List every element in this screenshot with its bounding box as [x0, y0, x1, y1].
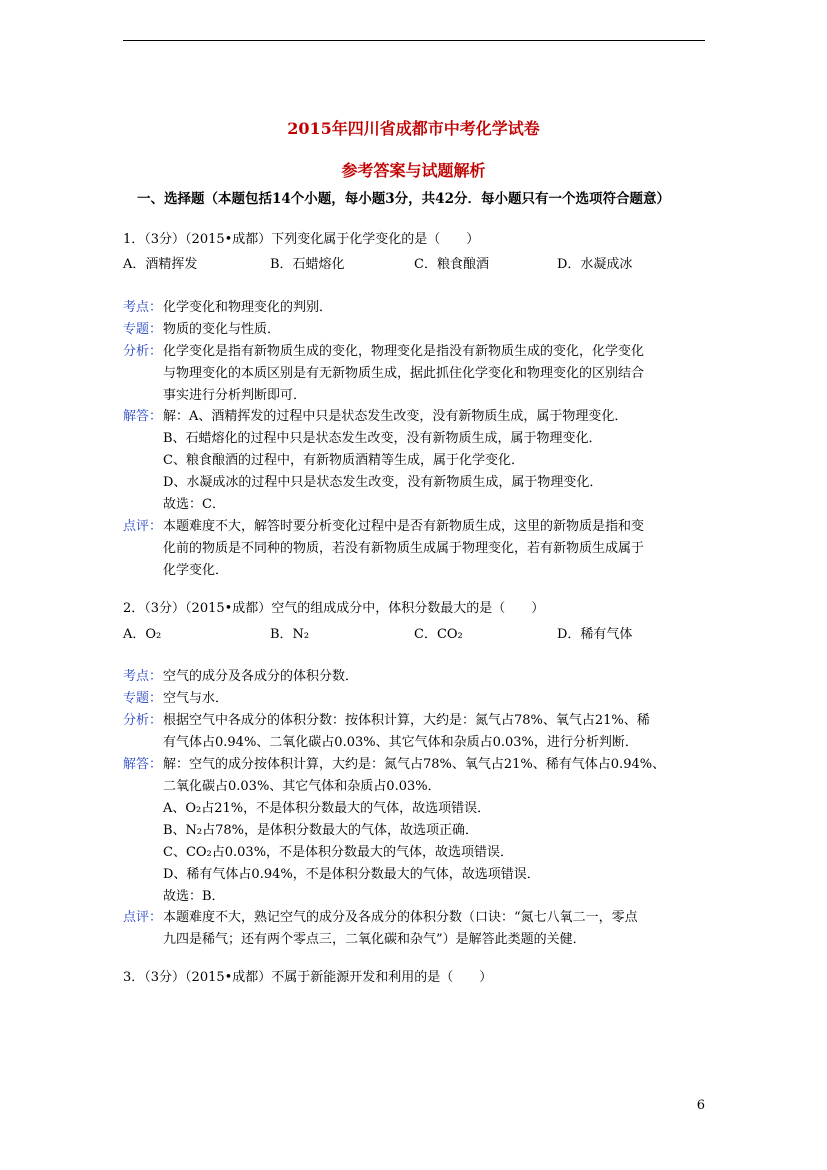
- q2-kaodian-label: 考点：: [123, 669, 163, 684]
- q2-jieda-line: C、CO₂占0.03%，不是体积分数最大的气体，故选项错误．: [163, 845, 514, 860]
- q1-dianping-line: 化前的物质是不同种的物质，若没有新物质生成属于物理变化，若有新物质生成属于: [163, 541, 645, 556]
- q2-jieda-line: D、稀有气体占0.94%，不是体积分数最大的气体，故选项错误．: [163, 867, 540, 882]
- q2-zhuanti-text: 空气与水．: [163, 691, 229, 706]
- q1-jieda-line: 故选：C．: [163, 497, 225, 512]
- page-title: 2015年四川省成都市中考化学试卷: [287, 119, 540, 138]
- q1-fenxi-line: 化学变化是指有新物质生成的变化，物理变化是指没有新物质生成的变化，化学变化: [163, 344, 645, 359]
- question-1-option-d: D．水凝成冰: [557, 257, 633, 272]
- q1-fenxi-line: 与物理变化的本质区别是有无新物质生成，据此抓住化学变化和物理变化的区别结合: [163, 366, 645, 381]
- q2-fenxi-line: 有气体占0.94%、二氧化碳占0.03%、其它气体和杂质占0.03%，进行分析判断．: [163, 735, 638, 750]
- page-number: 6: [696, 1098, 705, 1113]
- q2-jieda-line: A、O₂占21%，不是体积分数最大的气体，故选项错误．: [163, 801, 491, 816]
- question-1-option-c: C．粮食酿酒: [414, 257, 489, 272]
- q2-dianping-line: 九四是稀气；还有两个零点三，二氧化碳和杂气”）是解答此类题的关健．: [163, 932, 586, 947]
- q1-zhuanti-label: 专题：: [123, 322, 163, 337]
- q2-jieda-label: 解答：: [123, 757, 163, 772]
- page-subtitle: 参考答案与试题解析: [341, 161, 486, 180]
- q2-jieda-line: 故选：B．: [163, 889, 225, 904]
- q1-jieda-label: 解答：: [123, 409, 163, 424]
- q2-jieda-line: 解：空气的成分按体积计算，大约是：氮气占78%、氧气占21%、稀有气体占0.94%、: [163, 757, 666, 772]
- q2-dianping-label: 点评：: [123, 910, 163, 925]
- q1-dianping-line: 本题难度不大，解答时要分析变化过程中是否有新物质生成，这里的新物质是指和变: [163, 519, 645, 534]
- q2-jieda-line: B、N₂占78%，是体积分数最大的气体，故选项正确．: [163, 823, 479, 838]
- q2-kaodian-text: 空气的成分及各成分的体积分数．: [163, 669, 359, 684]
- q1-jieda-line: 解：A、酒精挥发的过程中只是状态发生改变，没有新物质生成，属于物理变化．: [163, 409, 628, 424]
- question-2-option-a: A．O₂: [123, 627, 162, 642]
- question-1-stem: 1．（3分）（2015•成都）下列变化属于化学变化的是（ ）: [123, 232, 480, 247]
- q1-jieda-line: B、石蜡熔化的过程中只是状态发生改变，没有新物质生成，属于物理变化．: [163, 431, 602, 446]
- section-heading: 一、选择题（本题包括14个小题，每小题3分，共42分．每小题只有一个选项符合题意）: [137, 191, 670, 207]
- q1-kaodian-label: 考点：: [123, 300, 163, 315]
- question-2-option-b: B．N₂: [270, 627, 310, 642]
- q1-kaodian-text: 化学变化和物理变化的判别．: [163, 300, 333, 315]
- q2-fenxi-label: 分析：: [123, 713, 163, 728]
- q1-dianping-line: 化学变化．: [163, 563, 229, 578]
- q2-zhuanti-label: 专题：: [123, 691, 163, 706]
- q1-fenxi-label: 分析：: [123, 344, 163, 359]
- q1-fenxi-line: 事实进行分析判断即可．: [163, 388, 307, 403]
- q2-jieda-line: 二氧化碳占0.03%、其它气体和杂质占0.03%．: [163, 779, 441, 794]
- q2-dianping-line: 本题难度不大，熟记空气的成分及各成分的体积分数（口诀：“氮七八氧二一，零点: [163, 910, 638, 925]
- q1-dianping-label: 点评：: [123, 519, 163, 534]
- q1-zhuanti-text: 物质的变化与性质．: [163, 322, 281, 337]
- q1-jieda-line: C、粮食酿酒的过程中，有新物质酒精等生成，属于化学变化．: [163, 453, 524, 468]
- q2-fenxi-line: 根据空气中各成分的体积分数：按体积计算，大约是：氮气占78%、氧气占21%、稀: [163, 713, 650, 728]
- question-2-option-d: D．稀有气体: [557, 627, 633, 642]
- question-1-option-a: A．酒精挥发: [123, 257, 198, 272]
- question-2-stem: 2．（3分）（2015•成都）空气的组成成分中，体积分数最大的是（ ）: [123, 601, 545, 616]
- q1-jieda-line: D、水凝成冰的过程中只是状态发生改变，没有新物质生成，属于物理变化．: [163, 475, 603, 490]
- question-2-option-c: C．CO₂: [414, 627, 463, 642]
- question-3-stem: 3．（3分）（2015•成都）不属于新能源开发和利用的是（ ）: [123, 970, 493, 985]
- question-1-option-b: B．石蜡熔化: [270, 257, 345, 272]
- header-rule: [123, 40, 705, 41]
